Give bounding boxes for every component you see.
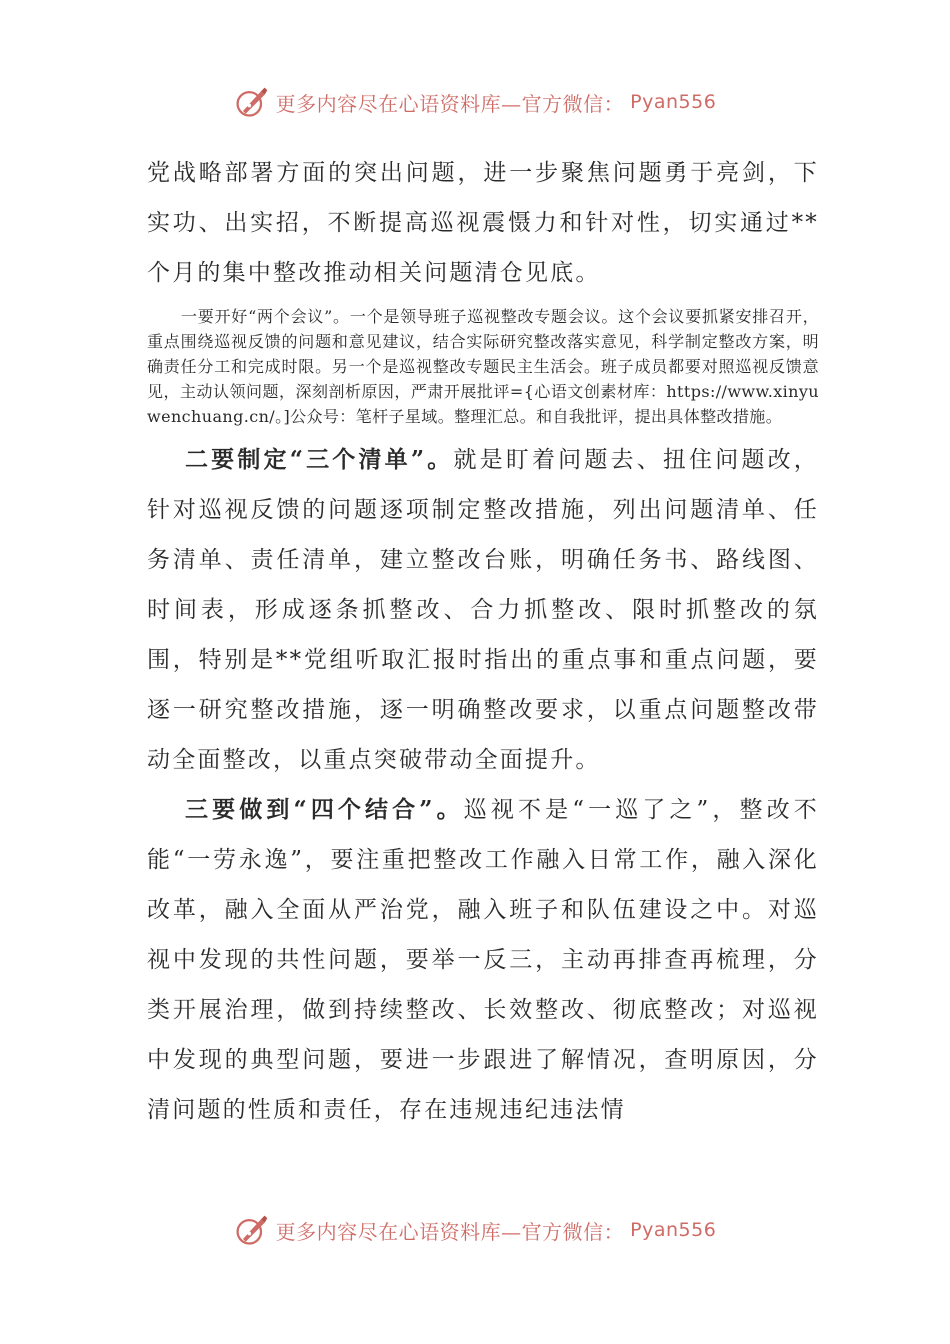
paragraph-four-combinations <box>147 785 819 1135</box>
document-body <box>147 148 819 1135</box>
paragraph-three-lists <box>147 435 819 785</box>
paragraph-four-combinations-body: 巡视不是“一巡了之”，整改不能“一劳永逸”，要注重把整改工作融入日常工作，融入深化改革，融入全面从严治党，融入班子和队伍建设之中。对巡视中发现的共性问题，要举一反三，主动再排查再梳理，分类开展治理，做到持续整改、长效整改、彻底整改；对巡视中发现的典型问题，要进一步跟进了解情况，查明原因，分清问题的性质和责任，存在违规违纪违法情 <box>147 797 819 1123</box>
paragraph-two-meetings: 一要开好“两个会议”。一个是领导班子巡视整改专题会议。这个会议要抓紧安排召开，重点围绕巡视反馈的问题和意见建议，结合实际研究整改落实意见，科学制定整改方案，明确责任分工和完成时限。另一个是巡视整改专题民主生活会。班子成员都要对照巡视反馈意见，主动认领问题，深刻剖析原因，严肃开展批评={心语文创素材库：https://www.xinyuwenchuang.cn/。]公众号：笔杆子星域。整理汇总。和自我批评，提出具体整改措施。 <box>147 307 819 426</box>
watermark-handle: Pyan556 <box>630 91 717 113</box>
header-watermark <box>0 84 950 120</box>
watermark-handle: Pyan556 <box>630 1219 717 1241</box>
watermark-text: 更多内容尽在心语资料库—官方微信： <box>275 91 625 116</box>
paragraph-three-lists-heading: 二要制定“三个清单”。 <box>185 446 454 473</box>
paragraph-four-combinations-heading: 三要做到“四个结合”。 <box>185 796 464 823</box>
paragraph-continuation: 党战略部署方面的突出问题，进一步聚焦问题勇于亮剑，下实功、出实招，不断提高巡视震慑力和针对性，切实通过**个月的集中整改推动相关问题清仓见底。 <box>147 160 819 286</box>
watermark-text: 更多内容尽在心语资料库—官方微信： <box>275 1219 625 1244</box>
fountain-pen-circle-icon <box>234 84 270 120</box>
fountain-pen-circle-icon <box>234 1212 270 1248</box>
paragraph-three-lists-body: 就是盯着问题去、扭住问题改，针对巡视反馈的问题逐项制定整改措施，列出问题清单、任务清单、责任清单，建立整改台账，明确任务书、路线图、时间表，形成逐条抓整改、合力抓整改、限时抓整改的氛围，特别是**党组听取汇报时指出的重点事和重点问题，要逐一研究整改措施，逐一明确整改要求，以重点问题整改带动全面整改，以重点突破带动全面提升。 <box>147 447 819 773</box>
footer-watermark <box>0 1212 950 1248</box>
